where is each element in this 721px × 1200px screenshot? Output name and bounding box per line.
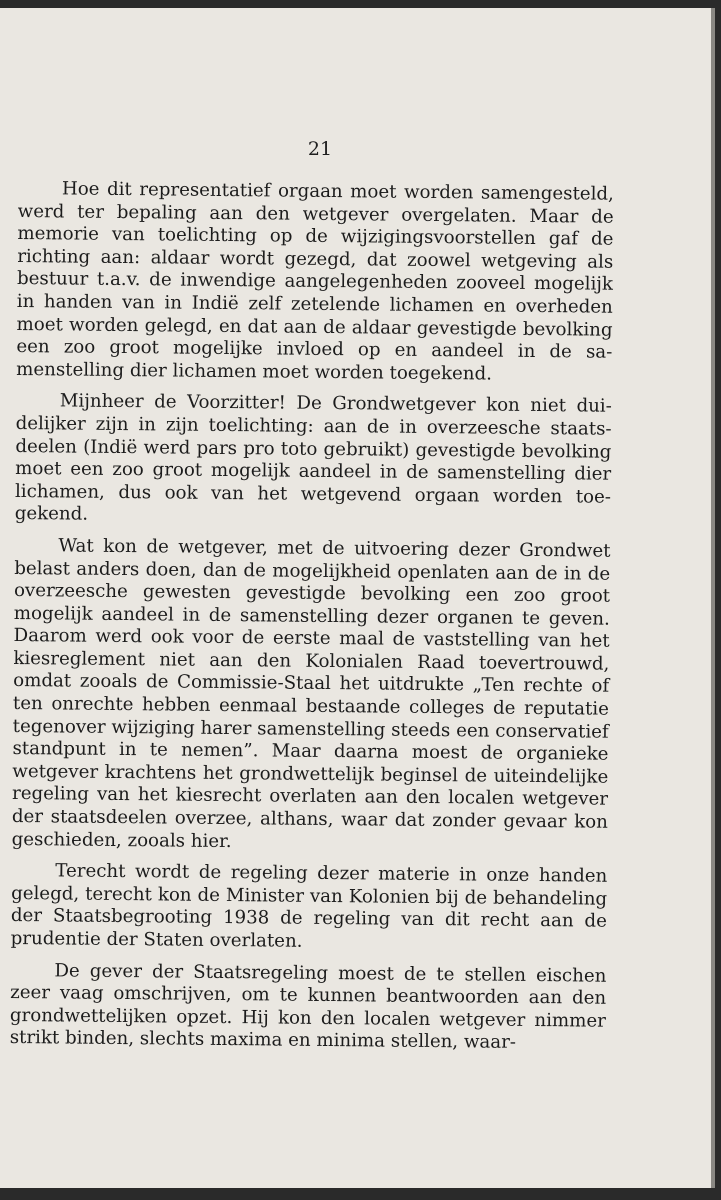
paragraph: De gever der Staatsregeling moest de te stellen eischen zeer vaag omschrijven, om te kunnen beantwoorden aan den grondwettelijken opzet. Hij kon den localen wetgever nimmer strikt binden, slechts maxima en minima stellen, waar- [9,959,607,1054]
book-page [0,8,711,1188]
body-text [10,178,614,1065]
paragraph: Terecht wordt de regeling dezer materie in onze handen gelegd, terecht kon de Minister van Kolonien bij de behandeling der Staatsbegrooting 1938 de regeling van dit recht aan de prudentie der Staten overlaten. [10,860,608,952]
paragraph: Hoe dit representatief orgaan moet worden samengesteld, werd ter bepaling aan den wetgever overgelaten. Maar de memorie van toelichting op de wijzigingsvoorstellen gaf de richting aan: aldaar wordt gezegd, dat zoowel wetgeving als bestuur t.a.v. de inwendige aangelegenheden zooveel mogelijk in handen van in Indië zelf zetelende lichamen en overheden moet worden gelegd, en dat aan de aldaar gevestigde bevolking een zoo groot mogelijke invloed op en aandeel in de samenstelling dier lichamen moet worden toegekend. [16,178,614,385]
page-number: 21 [307,138,333,160]
paragraph: Wat kon de wetgever, met de uitvoering dezer Grondwet belast anders doen, dan de mogelijkheid openlaten aan de in de overzeesche gewesten gevestigde bevolking een zoo groot mogelijk aandeel in de samenstelling dezer organen te geven. Daarom werd ook voor de eerste maal de vaststelling van het kiesreglement niet aan den Kolonialen Raad toevertrouwd, omdat zooals de Commissie-Staal het uitdrukte „Ten rechte of ten onrechte hebben eenmaal bestaande colleges de reputatie tegenover wijziging harer samenstelling steeds een conservatief standpunt in te nemen”. Maar daarna moest de organieke wetgever krachtens het grondwettelijk beginsel de uiteindelijke regeling van het kiesrecht overlaten aan den localen wetgever der staatsdeelen overzee, althans, waar dat zonder gevaar kon geschieden, zooals hier. [11,535,611,852]
paragraph: Mijnheer de Voorzitter! De Grondwetgever kon niet duidelijker zijn in zijn toelichting: aan de in overzeesche staatsdeelen (Indië werd pars pro toto gebruikt) gevestigde bevolking moet een zoo groot mogelijk aandeel in de samenstelling dier lichamen, dus ook van het wetgevend orgaan worden toegekend. [14,390,612,526]
